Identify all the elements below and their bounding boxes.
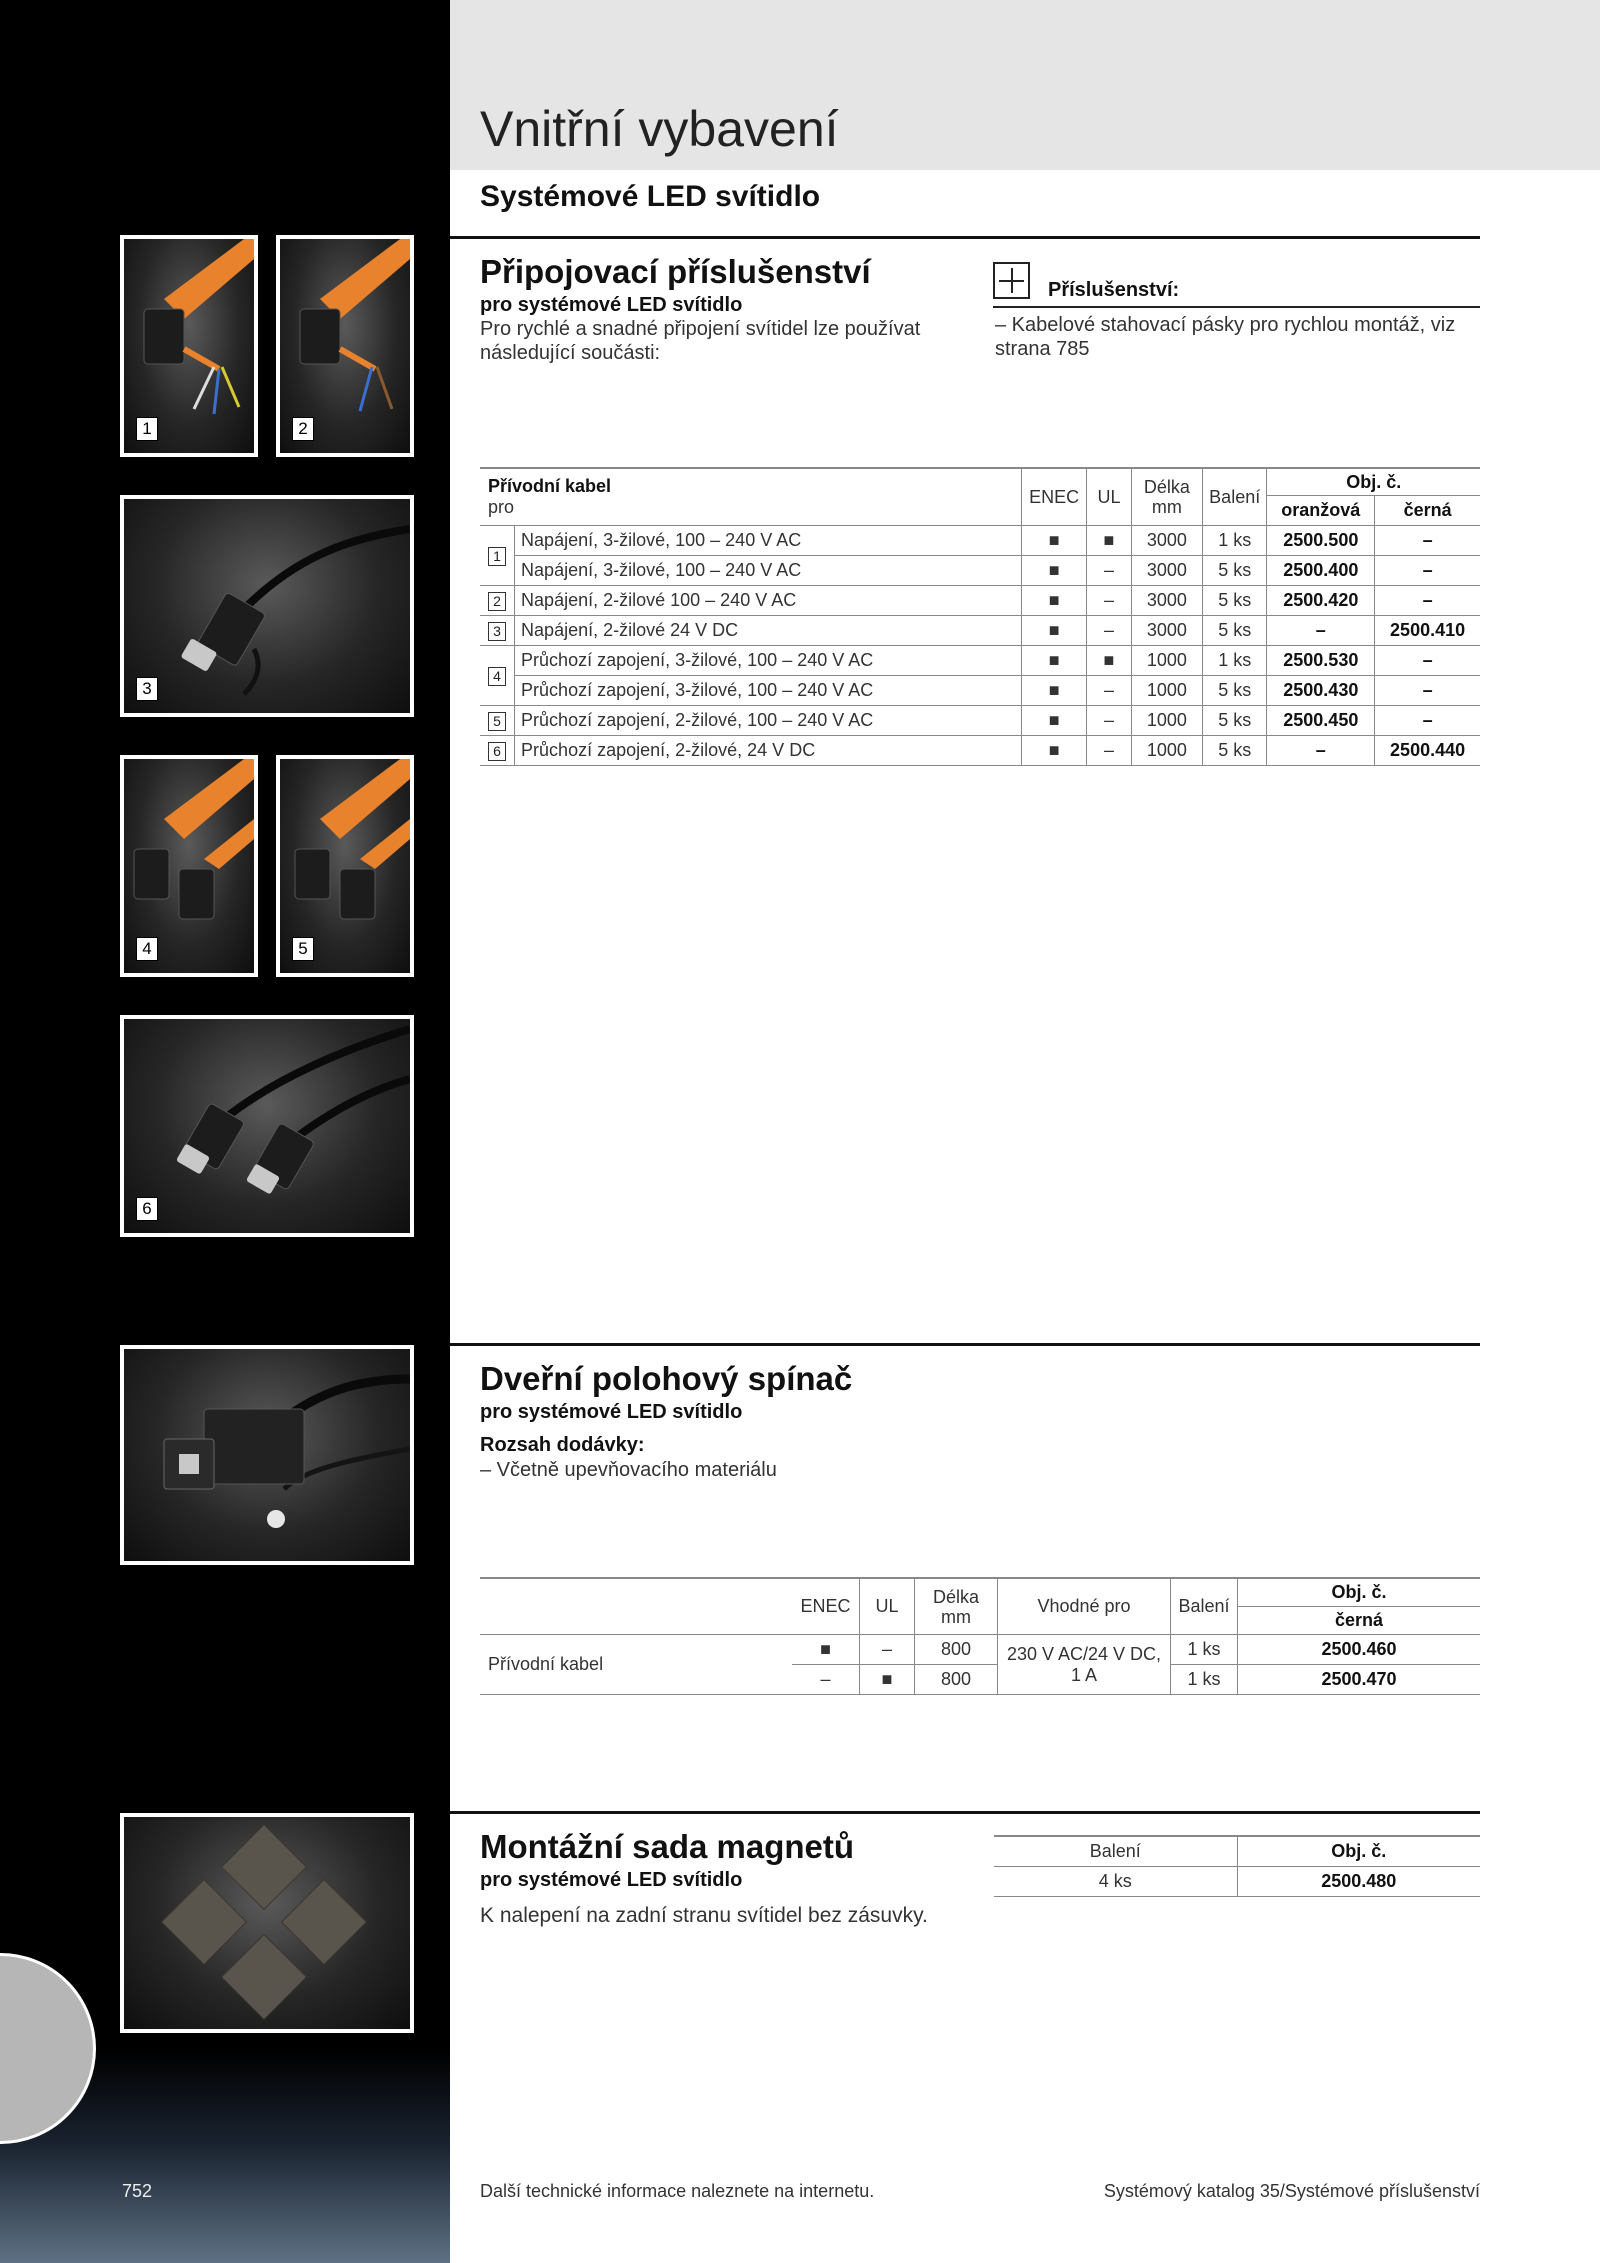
footer-catalog: Systémový katalog 35/Systémové příslušenství bbox=[1103, 2181, 1480, 2201]
order-number-black: – bbox=[1375, 586, 1480, 616]
length-value: 1000 bbox=[1131, 736, 1202, 766]
order-number-orange: 2500.530 bbox=[1267, 646, 1375, 676]
col-pack: Balení bbox=[1202, 468, 1267, 526]
col-ul: UL bbox=[1087, 468, 1132, 526]
door-switch-image bbox=[124, 1349, 410, 1561]
row-number: 1 bbox=[488, 547, 506, 566]
length-value: 1000 bbox=[1131, 676, 1202, 706]
enec-mark: ■ bbox=[1022, 676, 1087, 706]
order-number-orange: 2500.420 bbox=[1267, 586, 1375, 616]
order-number-orange: 2500.450 bbox=[1267, 706, 1375, 736]
ul-mark: – bbox=[1087, 556, 1132, 586]
length-value: 800 bbox=[915, 1665, 998, 1695]
photo-number: 2 bbox=[292, 417, 314, 441]
table-row bbox=[994, 1867, 1480, 1897]
col-suitable: Vhodné pro bbox=[998, 1578, 1171, 1635]
page-subtitle: Systémové LED svítidlo bbox=[480, 180, 821, 213]
pack-value: 1 ks bbox=[1202, 526, 1267, 556]
pack-value: 5 ks bbox=[1202, 736, 1267, 766]
table-row bbox=[480, 676, 1480, 706]
order-number: 2500.470 bbox=[1238, 1665, 1481, 1695]
footer-note: Další technické informace naleznete na internetu. bbox=[480, 2181, 875, 2201]
col-enec: ENEC bbox=[1022, 468, 1087, 526]
photo-magnets bbox=[120, 1813, 414, 2033]
enec-mark: ■ bbox=[1022, 646, 1087, 676]
suitable-value: 230 V AC/24 V DC, 1 A bbox=[998, 1635, 1171, 1695]
pack-value: 1 ks bbox=[1171, 1665, 1238, 1695]
scope-item: – Včetně upevňovacího materiálu bbox=[480, 1459, 777, 1481]
row-number-cell bbox=[480, 586, 515, 616]
col-pack: Balení bbox=[1171, 1578, 1238, 1635]
section2-subtitle: pro systémové LED svítidlo bbox=[480, 1401, 743, 1423]
photo-connector-5 bbox=[276, 755, 414, 977]
photo-number: 5 bbox=[292, 937, 314, 961]
length-value: 3000 bbox=[1131, 556, 1202, 586]
for-header-label: pro bbox=[488, 497, 515, 517]
order-number-black: – bbox=[1375, 706, 1480, 736]
table-row bbox=[480, 526, 1480, 556]
length-unit: mm bbox=[1151, 497, 1182, 517]
col-length bbox=[1131, 468, 1202, 526]
black-through-cable-image bbox=[124, 1019, 410, 1233]
row-description: Průchozí zapojení, 3-žilové, 100 – 240 V AC bbox=[515, 646, 1022, 676]
pack-value: 5 ks bbox=[1202, 556, 1267, 586]
photo-connector-4 bbox=[120, 755, 258, 977]
ul-mark: – bbox=[1087, 736, 1132, 766]
pack-value: 1 ks bbox=[1202, 646, 1267, 676]
pack-value: 5 ks bbox=[1202, 586, 1267, 616]
enec-mark: – bbox=[792, 1665, 860, 1695]
col-orange: oranžová bbox=[1267, 496, 1375, 526]
photo-connector-2 bbox=[276, 235, 414, 457]
magnet-pads-image bbox=[124, 1817, 410, 2029]
table-row bbox=[480, 556, 1480, 586]
section1-text: Pro rychlé a snadné připojení svítidel lze používat následující součásti: bbox=[480, 318, 921, 364]
photo-connector-3 bbox=[120, 495, 414, 717]
photo-connector-6 bbox=[120, 1015, 414, 1237]
table-row bbox=[480, 736, 1480, 766]
row-number-cell bbox=[480, 646, 515, 706]
ul-mark: – bbox=[860, 1635, 915, 1665]
length-value: 1000 bbox=[1131, 646, 1202, 676]
order-number-orange: 2500.500 bbox=[1267, 526, 1375, 556]
table-row bbox=[480, 706, 1480, 736]
order-number-orange: – bbox=[1267, 736, 1375, 766]
cable-table bbox=[480, 467, 1480, 766]
table-row bbox=[480, 1635, 1480, 1665]
pack-value: 1 ks bbox=[1171, 1635, 1238, 1665]
pack-value: 4 ks bbox=[994, 1867, 1237, 1897]
order-number-black: – bbox=[1375, 646, 1480, 676]
magnet-table bbox=[994, 1835, 1480, 1897]
enec-mark: ■ bbox=[792, 1635, 860, 1665]
ul-mark: – bbox=[1087, 616, 1132, 646]
black-cable-image bbox=[124, 499, 410, 713]
photo-door-switch bbox=[120, 1345, 414, 1565]
row-description: Napájení, 2-žilové 100 – 240 V AC bbox=[515, 586, 1022, 616]
length-label: Délka bbox=[1143, 477, 1190, 497]
order-number-black: 2500.410 bbox=[1375, 616, 1480, 646]
section3-subtitle: pro systémové LED svítidlo bbox=[480, 1869, 743, 1891]
page-number: 752 bbox=[122, 2181, 153, 2201]
ul-mark: – bbox=[1087, 676, 1132, 706]
row-description: Napájení, 2-žilové 24 V DC bbox=[515, 616, 1022, 646]
col-enec: ENEC bbox=[792, 1578, 860, 1635]
length-value: 800 bbox=[915, 1635, 998, 1665]
col-black: černá bbox=[1375, 496, 1480, 526]
pack-value: 5 ks bbox=[1202, 706, 1267, 736]
row-number: 2 bbox=[488, 592, 506, 611]
photo-number: 3 bbox=[136, 677, 158, 701]
row-number-cell bbox=[480, 706, 515, 736]
table-row bbox=[480, 646, 1480, 676]
col-order: Obj. č. bbox=[1238, 1578, 1481, 1607]
ul-mark: – bbox=[1087, 706, 1132, 736]
plus-icon bbox=[993, 262, 1030, 299]
row-number: 5 bbox=[488, 712, 506, 731]
length-unit: mm bbox=[941, 1606, 971, 1627]
row-description: Průchozí zapojení, 2-žilové, 100 – 240 V AC bbox=[515, 706, 1022, 736]
order-number-black: – bbox=[1375, 526, 1480, 556]
col-ul: UL bbox=[860, 1578, 915, 1635]
cable-table-body bbox=[480, 526, 1480, 766]
order-number-black: – bbox=[1375, 556, 1480, 586]
row-description: Průchozí zapojení, 2-žilové, 24 V DC bbox=[515, 736, 1022, 766]
photo-number: 1 bbox=[136, 417, 158, 441]
length-label: Délka bbox=[932, 1586, 980, 1607]
accessory-item: – Kabelové stahovací pásky pro rychlou montáž, viz strana 785 bbox=[995, 314, 1456, 360]
length-value: 1000 bbox=[1131, 706, 1202, 736]
ul-mark: ■ bbox=[1087, 646, 1132, 676]
pack-value: 5 ks bbox=[1202, 676, 1267, 706]
row-number-cell bbox=[480, 526, 515, 586]
enec-mark: ■ bbox=[1022, 736, 1087, 766]
length-value: 3000 bbox=[1131, 586, 1202, 616]
row-number-cell bbox=[480, 616, 515, 646]
order-number: 2500.460 bbox=[1238, 1635, 1481, 1665]
row-number: 3 bbox=[488, 622, 506, 641]
order-number-black: 2500.440 bbox=[1375, 736, 1480, 766]
section-rule bbox=[450, 1343, 1480, 1346]
section-rule bbox=[450, 1811, 1480, 1814]
order-number-orange: 2500.430 bbox=[1267, 676, 1375, 706]
table-row bbox=[480, 616, 1480, 646]
door-switch-table bbox=[480, 1577, 1480, 1695]
section3-text: K nalepení na zadní stranu svítidel bez zásuvky. bbox=[480, 1904, 928, 1927]
order-number-black: – bbox=[1375, 676, 1480, 706]
accessory-rule bbox=[993, 306, 1480, 308]
section1-subtitle: pro systémové LED svítidlo bbox=[480, 294, 743, 316]
pack-value: 5 ks bbox=[1202, 616, 1267, 646]
row-description: Napájení, 3-žilové, 100 – 240 V AC bbox=[515, 556, 1022, 586]
section1-title: Připojovací příslušenství bbox=[480, 253, 871, 290]
enec-mark: ■ bbox=[1022, 706, 1087, 736]
section-rule bbox=[450, 236, 1480, 239]
col-black: černá bbox=[1238, 1607, 1481, 1635]
row-number: 4 bbox=[488, 667, 506, 686]
row-label: Přívodní kabel bbox=[480, 1635, 792, 1695]
col-length bbox=[915, 1578, 998, 1635]
length-value: 3000 bbox=[1131, 526, 1202, 556]
row-number: 6 bbox=[488, 742, 506, 761]
photo-connector-1 bbox=[120, 235, 258, 457]
order-number-orange: 2500.400 bbox=[1267, 556, 1375, 586]
row-number-cell bbox=[480, 736, 515, 766]
section2-title: Dveřní polohový spínač bbox=[480, 1360, 853, 1397]
length-value: 3000 bbox=[1131, 616, 1202, 646]
scope-heading: Rozsah dodávky: bbox=[480, 1434, 645, 1456]
corner-cell bbox=[480, 1578, 792, 1635]
enec-mark: ■ bbox=[1022, 616, 1087, 646]
ul-mark: ■ bbox=[1087, 526, 1132, 556]
ul-mark: – bbox=[1087, 586, 1132, 616]
page-title: Vnitřní vybavení bbox=[480, 101, 839, 157]
order-number: 2500.480 bbox=[1237, 1867, 1480, 1897]
cable-header-label: Přívodní kabel bbox=[488, 476, 612, 496]
row-description: Napájení, 3-žilové, 100 – 240 V AC bbox=[515, 526, 1022, 556]
enec-mark: ■ bbox=[1022, 526, 1087, 556]
order-number-orange: – bbox=[1267, 616, 1375, 646]
ul-mark: ■ bbox=[860, 1665, 915, 1695]
col-pack: Balení bbox=[994, 1836, 1237, 1867]
photo-number: 4 bbox=[136, 937, 158, 961]
photo-number: 6 bbox=[136, 1197, 158, 1221]
col-order: Obj. č. bbox=[1267, 468, 1480, 496]
row-description: Průchozí zapojení, 3-žilové, 100 – 240 V AC bbox=[515, 676, 1022, 706]
enec-mark: ■ bbox=[1022, 586, 1087, 616]
col-order: Obj. č. bbox=[1237, 1836, 1480, 1867]
section3-title: Montážní sada magnetů bbox=[480, 1828, 855, 1865]
col-cable-header bbox=[480, 468, 1022, 526]
enec-mark: ■ bbox=[1022, 556, 1087, 586]
accessory-heading: Příslušenství: bbox=[1048, 279, 1180, 301]
table-row bbox=[480, 586, 1480, 616]
